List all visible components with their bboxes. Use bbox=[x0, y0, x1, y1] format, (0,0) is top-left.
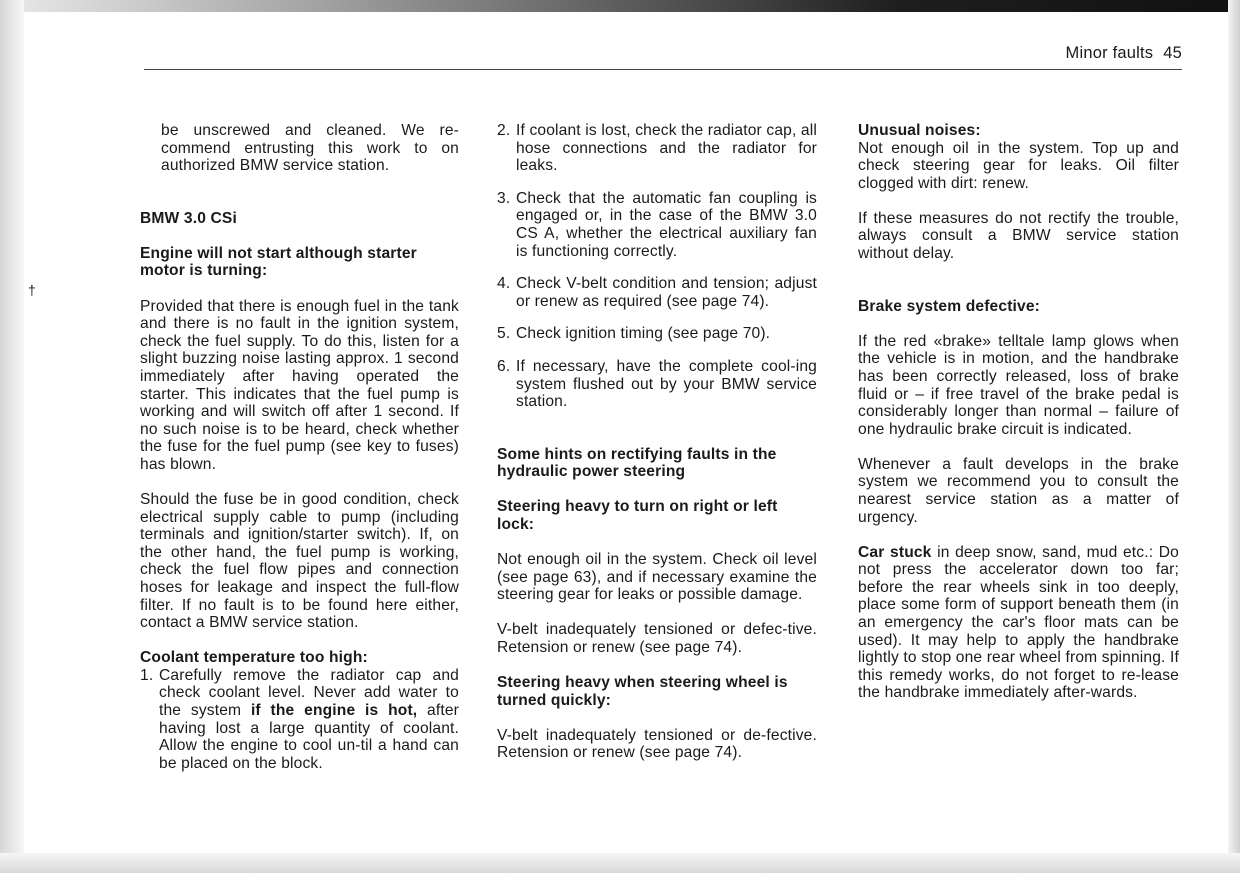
scan-edge-left bbox=[0, 0, 24, 873]
column-left bbox=[140, 122, 459, 787]
page-header bbox=[1066, 44, 1182, 63]
paragraph-brake-fault: Whenever a fault develops in the brake system we recommend you to consult the nearest service station as a matter of urgency. bbox=[858, 455, 1179, 526]
heading-brake-system: Brake system defective: bbox=[858, 297, 1041, 315]
list-number: 4. bbox=[497, 275, 511, 293]
list-number: 5. bbox=[497, 325, 511, 343]
scan-edge-bottom bbox=[0, 853, 1240, 873]
paragraph-car-stuck bbox=[858, 544, 1179, 702]
paragraph-fuel-supply: Provided that there is enough fuel in the tank and there is no fault in the ignition system, check the fuel supply. To do this, listen for a slight buzzing noise lasting approx. 1 second immediately after having operated the starter. This indicates that the fuel pump is working and will switch off after 1 second. If no such noise is to be heard, check whether the fuse for the fuel pump (see key to fuses) has blown. bbox=[140, 297, 459, 473]
list-item bbox=[497, 190, 817, 260]
list-item bbox=[497, 358, 817, 411]
paragraph-vbelt: V-belt inadequately tensioned or defec-tive. Retension or renew (see page 74). bbox=[497, 621, 817, 656]
list-item bbox=[497, 325, 817, 343]
list-number: 2. bbox=[497, 122, 511, 139]
model-heading: BMW 3.0 CSi bbox=[140, 209, 237, 227]
section-title: Minor faults bbox=[1065, 44, 1154, 62]
car-stuck-label: Car stuck bbox=[858, 543, 932, 561]
page-number: 45 bbox=[1163, 44, 1182, 62]
heading-steering-hints: Some hints on rectifying faults in the hydraulic power steering bbox=[497, 445, 777, 481]
column-right bbox=[858, 122, 1179, 720]
paragraph-fuse-check: Should the fuse be in good condition, check electrical supply cable to pump (including terminals and ignition/starter switch). If, on the other hand, the fuel pump is working, check the fuel flow pipes and connection hoses for leakage and inspect the full-flow filter. If no fault is to be found here either, contact a BMW service station. bbox=[140, 491, 459, 632]
header-rule bbox=[144, 69, 1182, 70]
list-text: Check V-belt condition and tension; adjust or renew as required (see page 74). bbox=[516, 275, 817, 310]
list-text bbox=[159, 667, 459, 773]
list-text: Check that the automatic fan coupling is engaged or, in the case of the BMW 3.0 CS A, whether the electrical auxiliary fan is functioning correctly. bbox=[516, 189, 817, 260]
list-text-part: Carefully remove the radiator cap and check coolant level. Never add water to the system bbox=[159, 666, 459, 720]
list-number: 6. bbox=[497, 357, 511, 375]
heading-steering-heavy-quick: Steering heavy when steering wheel is turned quickly: bbox=[497, 674, 788, 709]
list-number: 1. bbox=[140, 666, 154, 684]
list-item bbox=[140, 667, 459, 773]
list-text: If necessary, have the complete cool-ing system flushed out by your BMW service station. bbox=[516, 357, 817, 411]
heading-unusual-noises: Unusual noises: bbox=[858, 122, 981, 139]
heading-coolant: Coolant temperature too high: bbox=[140, 649, 368, 667]
paragraph-brake-lamp: If the red «brake» telltale lamp glows when the vehicle is in motion, and the handbrake has been correctly released, loss of brake fluid or – if free travel of the brake pedal is considerably longer than normal – failure of one hydraulic brake circuit is indicated. bbox=[858, 332, 1179, 438]
list-number: 3. bbox=[497, 189, 511, 207]
list-text-part: after having lost a large quantity of coolant. Allow the engine to cool un-til a hand can be placed on the block. bbox=[159, 702, 459, 772]
car-stuck-text: in deep snow, sand, mud etc.: Do not press the accelerator down too far; before the rear wheels sink in too deeply, place some form of support beneath them (in an emergency the car's floor mats can be used). It may help to apply the handbrake lightly to stop one rear wheel from spinning. If this remedy works, do not forget to re-lease the handbrake immediately after-wards. bbox=[858, 543, 1179, 702]
column-middle bbox=[497, 122, 817, 779]
paragraph-oil-level: Not enough oil in the system. Check oil level (see page 63), and if necessary examine the steering gear for leaks or possible damage. bbox=[497, 551, 817, 604]
list-text: Check ignition timing (see page 70). bbox=[516, 325, 771, 343]
list-item bbox=[497, 275, 817, 310]
list-item bbox=[497, 122, 817, 175]
paragraph-vbelt: V-belt inadequately tensioned or de-fective. Retension or renew (see page 74). bbox=[497, 726, 817, 762]
list-text-emphasis: if the engine is hot, bbox=[250, 702, 418, 720]
heading-steering-heavy-lock: Steering heavy to turn on right or left lock: bbox=[497, 498, 778, 533]
paragraph-continued: be unscrewed and cleaned. We re-commend entrusting this work to on authorized BMW service station. bbox=[161, 122, 459, 175]
list-text: If coolant is lost, check the radiator cap, all hose connections and the radiator for leaks. bbox=[516, 122, 817, 175]
margin-mark: † bbox=[28, 282, 36, 298]
paragraph-consult: If these measures do not rectify the trouble, always consult a BMW service station without delay. bbox=[858, 209, 1179, 263]
scan-edge-right bbox=[1228, 0, 1240, 873]
scan-edge-top bbox=[0, 0, 1240, 12]
heading-engine-start: Engine will not start although starter motor is turning: bbox=[140, 244, 417, 280]
paragraph-noises: Not enough oil in the system. Top up and check steering gear for leaks. Oil filter clogged with dirt: renew. bbox=[858, 139, 1179, 192]
